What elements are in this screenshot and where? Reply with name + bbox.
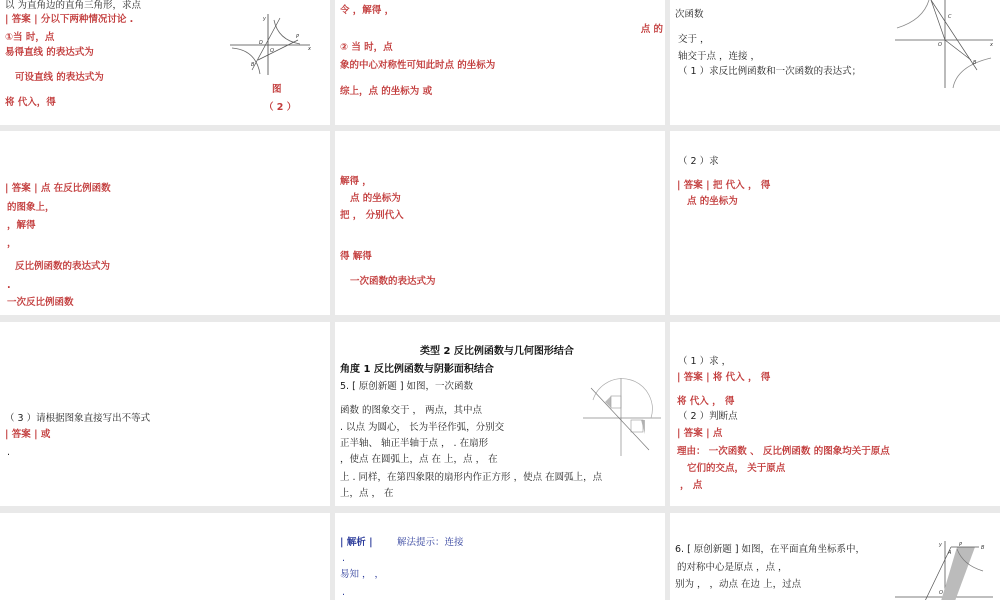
question-text: . 以点 为圆心， 长为半径作弧，分别交 [340,422,505,433]
slide-thumbnail-9[interactable] [670,322,1000,506]
question-text: 轴交于点 ，连接 ， [678,51,761,62]
slide-thumbnail-11[interactable] [335,513,665,600]
figure-label: B [981,545,985,551]
answer-text: 将 代入 ， 得 [677,396,735,407]
slide-thumbnail-5[interactable] [335,131,665,315]
figure-label: O [939,590,943,596]
question-text: （ 2 ）判断点 [678,411,738,422]
slide-thumbnail-1[interactable] [0,0,330,125]
answer-text: 象的中心对称性可知此时点 的坐标为 [340,60,496,71]
answer-text: 理由： 一次函数 、 反比例函数 的图象均关于原点 [677,446,890,457]
answer-text: | 答案 | 分以下两种情况讨论 . [5,14,134,25]
answer-text: ② 当 时，点 [340,42,393,53]
answer-text: ①当 时，点 [5,32,55,43]
question-text: 别为 ， ，动点 在边 上，过点 [675,579,802,590]
parallelogram-figure [895,541,995,600]
figure-caption: 图 [272,84,282,95]
answer-text: | 答案 | 把 代入 ， 得 [677,180,771,191]
slide-thumbnail-6[interactable] [670,131,1000,315]
answer-text: ， 点 [680,480,703,491]
figure-label: A [948,550,952,556]
figure-label: x [308,46,311,52]
slide-thumbnail-10[interactable] [0,513,330,600]
slide-thumbnail-12[interactable] [670,513,1000,600]
question-text: 上 . 同样，在第四象限的扇形内作正方形 ，使点 在圆弧上，点 [340,472,603,483]
slide-thumbnail-2[interactable] [335,0,665,125]
answer-text: | 答案 | 点 [677,428,723,439]
answer-text: | 答案 | 点 在反比例函数 [5,183,111,194]
question-text: 以 为直角边的直角三角形，求点 [5,0,142,11]
question-text: （ 3 ）请根据图象直接写出不等式 [5,413,151,424]
answer-text: 一次函数的表达式为 [350,276,436,287]
question-text: 交于 ， [678,34,710,45]
sector-figure [583,378,663,458]
question-text: 6. [ 原创新题 ] 如图，在平面直角坐标系中， [675,544,866,555]
figure-label: y [263,16,266,22]
question-text: 正半轴、 轴正半轴于点 ， . 在扇形 [340,438,489,449]
question-text: 上，点 ， 在 [340,488,394,499]
answer-text: . [7,280,11,291]
question-text: 5. [ 原创新题 ] 如图，一次函数 [340,381,474,392]
analysis-label: | 解析 | [340,537,373,548]
figure-label: x [990,42,993,48]
slide-thumbnail-7[interactable] [0,322,330,506]
answer-text: ， [7,238,17,249]
question-text: 次函数 [675,9,704,20]
question-text: （ 1 ）求反比例函数和一次函数的表达式； [678,66,862,77]
section-subtitle: 角度 1 反比例函数与阴影面积结合 [340,364,494,375]
function-figure [895,0,995,90]
figure-label: y [939,542,942,548]
figure-label: B [973,60,977,66]
answer-text: ，解得 [7,220,36,231]
answer-text: 可设直线 的表达式为 [15,72,104,83]
answer-text: 一次反比例函数 [7,297,74,308]
figure-label: C [948,14,952,20]
answer-text: 的图象上， [7,202,55,213]
answer-text: 点 的 [640,24,663,35]
figure-label: P [296,34,300,40]
question-text: ，使点 在圆弧上，点 在 上，点 ， 在 [340,454,498,465]
section-title: 类型 2 反比例函数与几何图形结合 [420,346,574,357]
slide-thumbnail-8[interactable] [335,322,665,506]
answer-text: 点 的坐标为 [350,193,401,204]
figure-label: P [959,542,963,548]
question-text: 函数 的图象交于 ， 两点，其中点 [340,405,483,416]
answer-text: | 答案 | 或 [5,429,51,440]
figure-label: O [270,48,274,54]
analysis-text: 解法提示：连接 [397,537,464,548]
question-text: （ 2 ）求 [678,156,719,167]
hyperbola-figure [230,12,315,77]
answer-text: 将 代入，得 [5,97,56,108]
question-text: （ 1 ）求 ， [678,356,732,367]
slide-thumbnail-4[interactable] [0,131,330,315]
answer-text: 反比例函数的表达式为 [15,261,111,272]
question-text: 的对称中心是原点 ，点 ， [677,562,788,573]
answer-text: 易得直线 的表达式为 [5,47,94,58]
analysis-text: . [342,587,346,598]
answer-text: 点 的坐标为 [687,196,738,207]
answer-text: 解得 ， [340,176,372,187]
answer-text: 把 ， 分别代入 [340,210,404,221]
analysis-text: . [342,553,346,564]
answer-text: 得 解得 [340,251,372,262]
figure-label: O [938,42,942,48]
figure-label: B [251,62,255,68]
figure-number: （ 2 ） [264,102,297,113]
figure-label: D [259,40,263,46]
answer-text: 它们的交点， 关于原点 [687,463,786,474]
analysis-text: 易知 ， ， [340,569,385,580]
question-text: . [7,447,11,458]
answer-text: | 答案 | 将 代入 ， 得 [677,372,771,383]
answer-text: 令 ，解得 ， [340,5,395,16]
slide-thumbnail-3[interactable] [670,0,1000,125]
answer-text: 综上，点 的坐标为 或 [340,86,433,97]
